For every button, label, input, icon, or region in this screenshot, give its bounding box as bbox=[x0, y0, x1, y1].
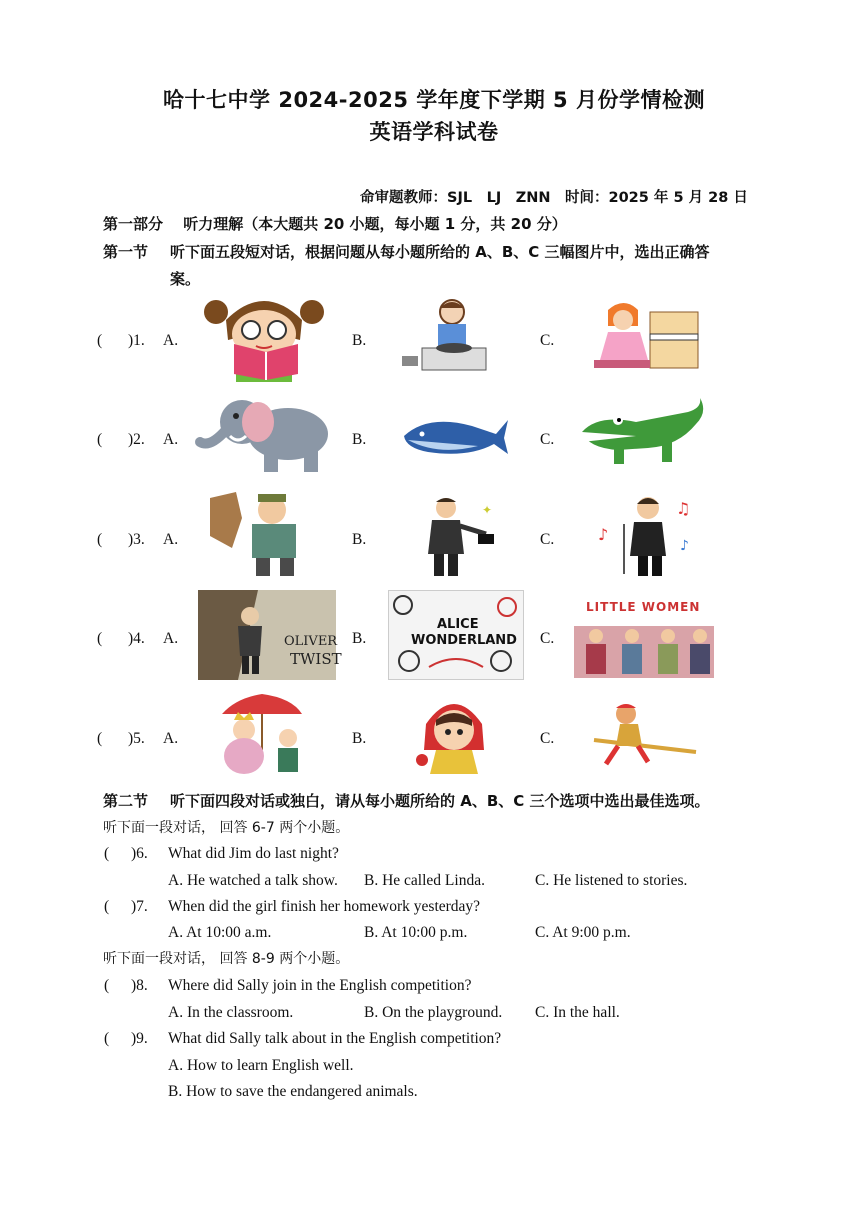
answer-paren[interactable]: ( bbox=[104, 898, 110, 915]
question-number: )5. bbox=[128, 730, 145, 747]
option-c[interactable]: C. At 9:00 p.m. bbox=[535, 924, 631, 941]
svg-text:♪: ♪ bbox=[598, 525, 609, 544]
option-c-label[interactable]: C. bbox=[540, 531, 555, 548]
section1-instructions-cont: 案。 bbox=[170, 270, 201, 288]
question-number: )4. bbox=[128, 630, 145, 647]
option-b[interactable]: B. At 10:00 p.m. bbox=[364, 924, 468, 941]
poster-title-line1: ALICE bbox=[437, 617, 479, 632]
alice-wonderland-poster-icon[interactable] bbox=[388, 590, 524, 680]
option-b-label[interactable]: B. bbox=[352, 431, 367, 448]
option-b-label[interactable]: B. bbox=[352, 730, 367, 747]
option-a-label[interactable]: A. bbox=[163, 332, 179, 349]
option-b-label[interactable]: B. bbox=[352, 630, 367, 647]
option-a-label[interactable]: A. bbox=[163, 730, 179, 747]
exam-meta: 命审题教师：SJL LJ ZNN 时间：2025 年 5 月 28 日 bbox=[360, 190, 748, 206]
oliver-twist-poster-icon[interactable] bbox=[198, 590, 342, 680]
singer-icon[interactable] bbox=[594, 494, 698, 578]
question-number: )7. bbox=[131, 898, 148, 915]
option-c-label[interactable]: C. bbox=[540, 730, 555, 747]
question-stem: When did the girl finish her homework yesterday? bbox=[168, 898, 481, 915]
option-a[interactable]: A. At 10:00 a.m. bbox=[168, 924, 272, 941]
poster-title-line2: WONDERLAND bbox=[411, 633, 517, 648]
crocodile-icon[interactable] bbox=[578, 392, 708, 474]
page-subtitle: 英语学科试卷 bbox=[369, 120, 499, 144]
question-stem: What did Jim do last night? bbox=[168, 845, 339, 862]
option-b-label[interactable]: B. bbox=[352, 531, 367, 548]
answer-paren[interactable]: ( bbox=[97, 531, 103, 548]
little-women-poster-icon[interactable] bbox=[574, 596, 714, 678]
question-number: )3. bbox=[128, 531, 145, 548]
poster-title-line1: OLIVER bbox=[284, 634, 338, 649]
question-stem: Where did Sally join in the English competition? bbox=[168, 977, 472, 994]
elephant-icon[interactable] bbox=[196, 392, 338, 474]
option-c-label[interactable]: C. bbox=[540, 332, 555, 349]
svg-text:✦: ✦ bbox=[482, 503, 493, 517]
answer-paren[interactable]: ( bbox=[97, 332, 103, 349]
section2-label: 第二节 bbox=[103, 792, 149, 810]
option-a-label[interactable]: A. bbox=[163, 630, 179, 647]
option-a-label[interactable]: A. bbox=[163, 531, 179, 548]
dialogue-intro-2: 听下面一段对话， 回答 8-9 两个小题。 bbox=[103, 951, 350, 967]
option-a-label[interactable]: A. bbox=[163, 431, 179, 448]
poster-title-line2: TWIST bbox=[290, 650, 342, 668]
question-number: )2. bbox=[128, 431, 145, 448]
question-number: )1. bbox=[128, 332, 145, 349]
part1-heading: 第一部分 听力理解（本大题共 20 小题，每小题 1 分，共 20 分） bbox=[103, 215, 567, 233]
dialogue-intro-1: 听下面一段对话， 回答 6-7 两个小题。 bbox=[103, 820, 350, 836]
section1-instructions: 听下面五段短对话，根据问题从每小题所给的 A、B、C 三幅图片中，选出正确答 bbox=[170, 243, 710, 261]
answer-paren[interactable]: ( bbox=[104, 977, 110, 994]
poster-title: LITTLE WOMEN bbox=[586, 600, 701, 614]
option-c-label[interactable]: C. bbox=[540, 431, 555, 448]
answer-paren[interactable]: ( bbox=[97, 730, 103, 747]
monkey-king-icon[interactable] bbox=[592, 700, 698, 770]
emperor-icon[interactable] bbox=[208, 690, 320, 778]
question-number: )8. bbox=[131, 977, 148, 994]
option-c-label[interactable]: C. bbox=[540, 630, 555, 647]
option-c[interactable]: C. In the hall. bbox=[535, 1004, 620, 1021]
answer-paren[interactable]: ( bbox=[97, 630, 103, 647]
section1-label: 第一节 bbox=[103, 243, 149, 261]
cooking-icon[interactable] bbox=[396, 296, 506, 378]
question-number: )9. bbox=[131, 1030, 148, 1047]
magician-icon[interactable] bbox=[402, 494, 500, 580]
option-b[interactable]: B. How to save the endangered animals. bbox=[168, 1083, 418, 1100]
option-a[interactable]: A. He watched a talk show. bbox=[168, 872, 338, 889]
girl-playing-piano-icon[interactable] bbox=[580, 296, 704, 376]
option-a[interactable]: A. In the classroom. bbox=[168, 1004, 294, 1021]
question-number: )6. bbox=[131, 845, 148, 862]
option-b-label[interactable]: B. bbox=[352, 332, 367, 349]
answer-paren[interactable]: ( bbox=[104, 845, 110, 862]
option-a[interactable]: A. How to learn English well. bbox=[168, 1057, 354, 1074]
svg-text:♪: ♪ bbox=[680, 538, 689, 554]
fisherman-icon[interactable] bbox=[202, 488, 324, 578]
whale-icon[interactable] bbox=[398, 412, 510, 460]
girl-reading-icon[interactable] bbox=[196, 290, 332, 382]
answer-paren[interactable]: ( bbox=[97, 431, 103, 448]
section2-instructions: 听下面四段对话或独白，请从每小题所给的 A、B、C 三个选项中选出最佳选项。 bbox=[170, 792, 710, 810]
option-c[interactable]: C. He listened to stories. bbox=[535, 872, 688, 889]
svg-text:♫: ♫ bbox=[676, 499, 691, 518]
option-b[interactable]: B. He called Linda. bbox=[364, 872, 485, 889]
option-b[interactable]: B. On the playground. bbox=[364, 1004, 503, 1021]
answer-paren[interactable]: ( bbox=[104, 1030, 110, 1047]
page-title: 哈十七中学 2024-2025 学年度下学期 5 月份学情检测 bbox=[163, 88, 705, 112]
red-riding-hood-icon[interactable] bbox=[408, 690, 500, 780]
question-stem: What did Sally talk about in the English competition? bbox=[168, 1030, 502, 1047]
